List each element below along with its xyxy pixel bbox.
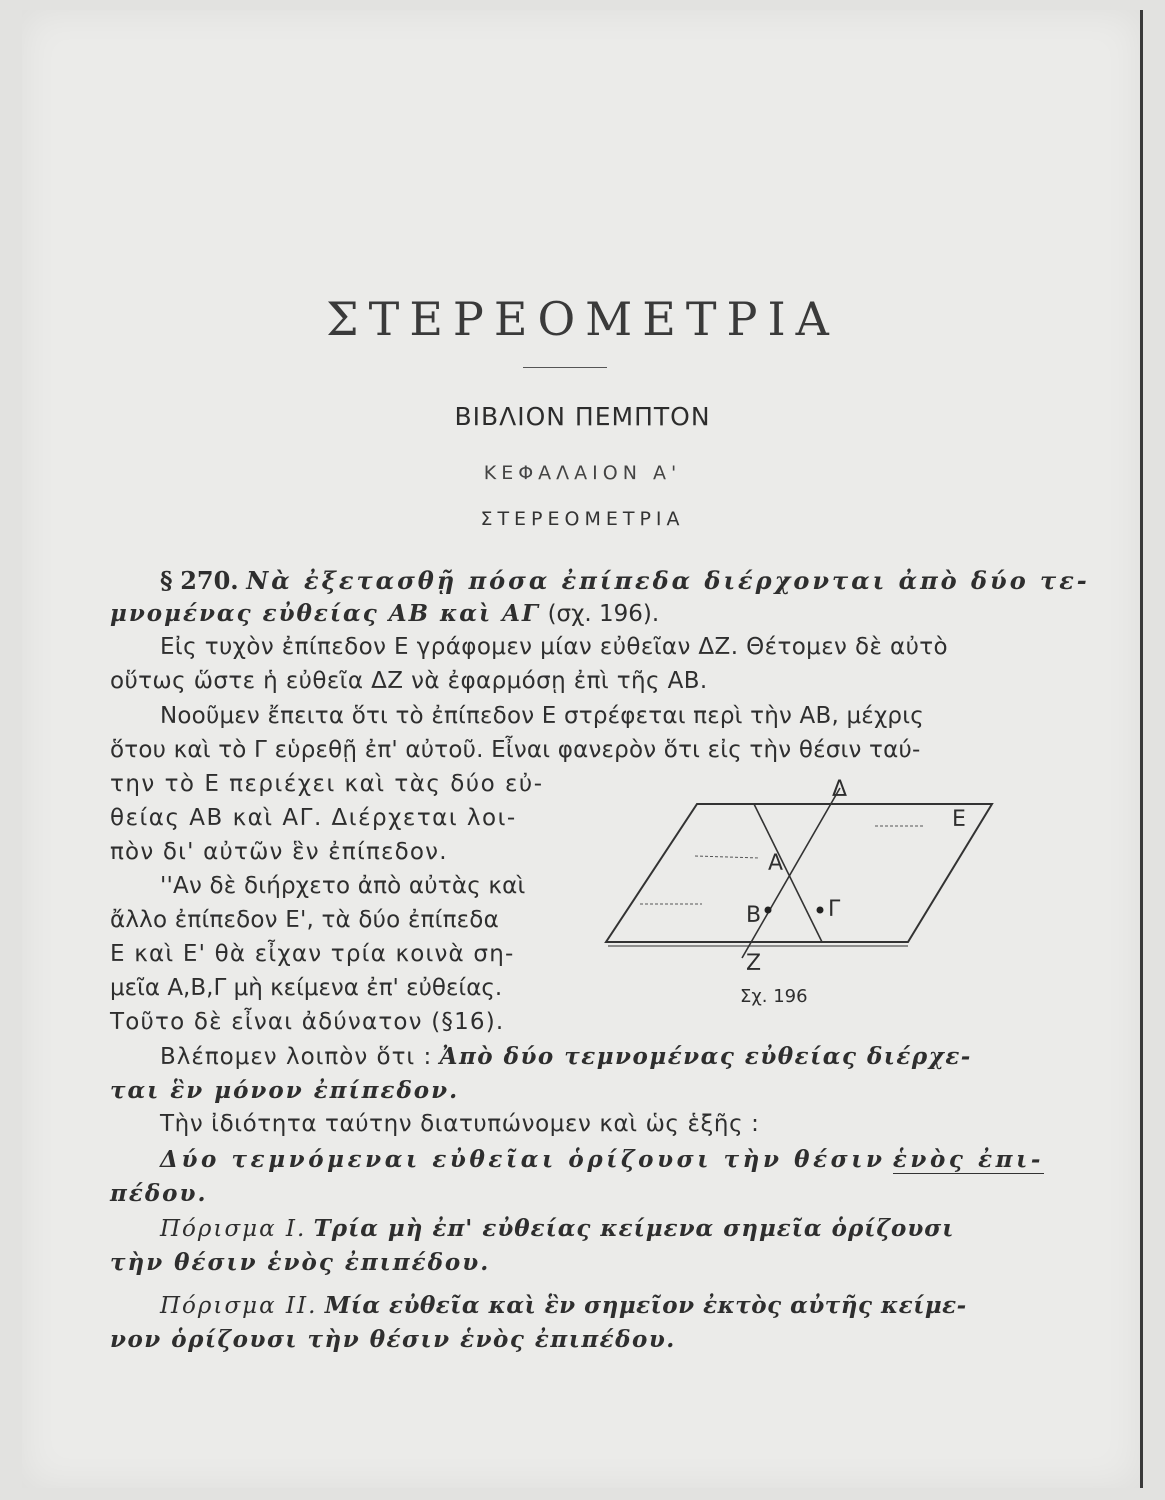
section-sign: §	[160, 566, 173, 595]
corollary-1-line-2	[110, 1249, 490, 1276]
section-heading-line-2	[110, 600, 659, 627]
label-b: Β	[746, 903, 762, 928]
conclusion-line-1	[160, 1043, 972, 1070]
label-z: Ζ	[746, 951, 762, 976]
body-line: Νοοῦμεν ἔπειτα ὅτι τὸ ἐπίπεδον Ε στρέφεται περὶ τὴν ΑΒ, μέχρις	[160, 703, 924, 729]
line-delta-z	[742, 788, 840, 958]
body-line: ἄλλο ἐπίπεδον Ε', τὰ δύο ἐπίπεδα	[110, 907, 499, 933]
corollary-2-label: Πόρισμα ΙΙ.	[160, 1293, 318, 1319]
figure-196	[590, 770, 1010, 1010]
plane-hatch	[695, 856, 760, 858]
book-heading: ΒΙΒΛΙΟΝ ΠΕΜΠΤΟΝ	[454, 402, 711, 431]
corollary-2-text: νον ὁρίζουσι τὴν θέσιν ἑνὸς ἐπιπέδου.	[110, 1326, 676, 1353]
label-gamma: Γ	[828, 897, 841, 922]
body-line: την τὸ Ε περιέχει καὶ τὰς δύο εὐ-	[110, 771, 544, 797]
body-line: Τοῦτο δὲ εἶναι ἀδύνατον (§16).	[110, 1009, 505, 1035]
label-a: Α	[768, 851, 784, 876]
page-title: ΣΤΕΡΕΟΜΕΤΡΙΑ	[326, 292, 839, 346]
label-e: Ε	[952, 807, 966, 832]
corollary-1-text: τὴν θέσιν ἑνὸς ἐπιπέδου.	[110, 1249, 491, 1276]
label-delta: Δ	[832, 777, 848, 802]
body-line: Εἰς τυχὸν ἐπίπεδον Ε γράφομεν μίαν εὐθεῖαν ΔΖ. Θέτομεν δὲ αὐτὸ	[160, 634, 948, 660]
conclusion-lead: Βλέπομεν λοιπὸν ὅτι :	[160, 1044, 433, 1070]
section-number: 270.	[180, 566, 239, 595]
title-divider	[523, 367, 607, 368]
section-heading-line-1	[160, 566, 1090, 595]
body-line: ''Αν δὲ διήρχετο ἀπὸ αὐτὰς καὶ	[160, 873, 526, 899]
figure-reference: (σχ. 196).	[547, 601, 660, 627]
section-prompt-part1: Νὰ ἐξετασθῇ πόσα ἐπίπεδα διέρχονται ἀπὸ δύο τε-	[246, 566, 1090, 595]
theorem-line-2	[110, 1180, 207, 1207]
body-line: ὅτου καὶ τὸ Γ εὑρεθῇ ἐπ' αὐτοῦ. Εἶναι φανερὸν ὅτι εἰς τὴν θέσιν ταύ-	[110, 737, 921, 763]
figure-caption: Σχ. 196	[740, 986, 808, 1007]
corollary-1-line-1	[160, 1215, 954, 1242]
restate-line: Τὴν ἰδιότητα ταύτην διατυπώνομεν καὶ ὡς ἑξῆς :	[160, 1111, 760, 1137]
theorem-text: πέδου.	[110, 1180, 208, 1207]
corollary-1-text: Τρία μὴ ἐπ' εὐθείας κείμενα σημεῖα ὁρίζουσι	[313, 1215, 955, 1242]
conclusion-line-2	[110, 1077, 459, 1104]
body-line: πὸν δι' αὐτῶν ἓν ἐπίπεδον.	[110, 839, 448, 865]
conclusion-text: Ἀπὸ δύο τεμνομένας εὐθείας διέρχε-	[439, 1043, 972, 1070]
body-line: μεῖα Α,Β,Γ μὴ κείμενα ἐπ' εὐθείας.	[110, 975, 503, 1001]
corollary-1-label: Πόρισμα Ι.	[160, 1216, 307, 1242]
theorem-text: Δύο τεμνόμεναι εὐθεῖαι ὁρίζουσι τὴν θέσιν	[160, 1146, 886, 1173]
theorem-line-1	[160, 1146, 1044, 1173]
plane-e-outline	[606, 804, 992, 942]
section-subtitle: ΣΤΕΡΕΟΜΕΤΡΙΑ	[480, 508, 685, 530]
line-a-gamma	[754, 804, 822, 942]
point-b	[765, 907, 772, 914]
conclusion-text: ται ἓν μόνον ἐπίπεδον.	[110, 1077, 460, 1104]
corollary-2-text: Μία εὐθεῖα καὶ ἓν σημεῖον ἐκτὸς αὐτῆς κείμε-	[324, 1292, 967, 1319]
body-line: οὕτως ὥστε ἡ εὐθεῖα ΔΖ νὰ ἐφαρμόσῃ ἐπὶ τῆς ΑΒ.	[110, 668, 708, 694]
chapter-heading: ΚΕΦΑΛΑΙΟΝ Α'	[483, 462, 682, 484]
body-line: θείας ΑΒ καὶ ΑΓ. Διέρχεται λοι-	[110, 805, 517, 831]
section-prompt-part2: μνομένας εὐθείας ΑΒ καὶ ΑΓ	[110, 600, 541, 627]
corollary-2-line-1	[160, 1292, 967, 1319]
body-line: Ε καὶ Ε' θὰ εἶχαν τρία κοινὰ ση-	[110, 941, 515, 967]
corollary-2-line-2	[110, 1326, 676, 1353]
theorem-underlined: ἑνὸς ἐπι-	[892, 1146, 1044, 1173]
point-gamma	[817, 907, 824, 914]
